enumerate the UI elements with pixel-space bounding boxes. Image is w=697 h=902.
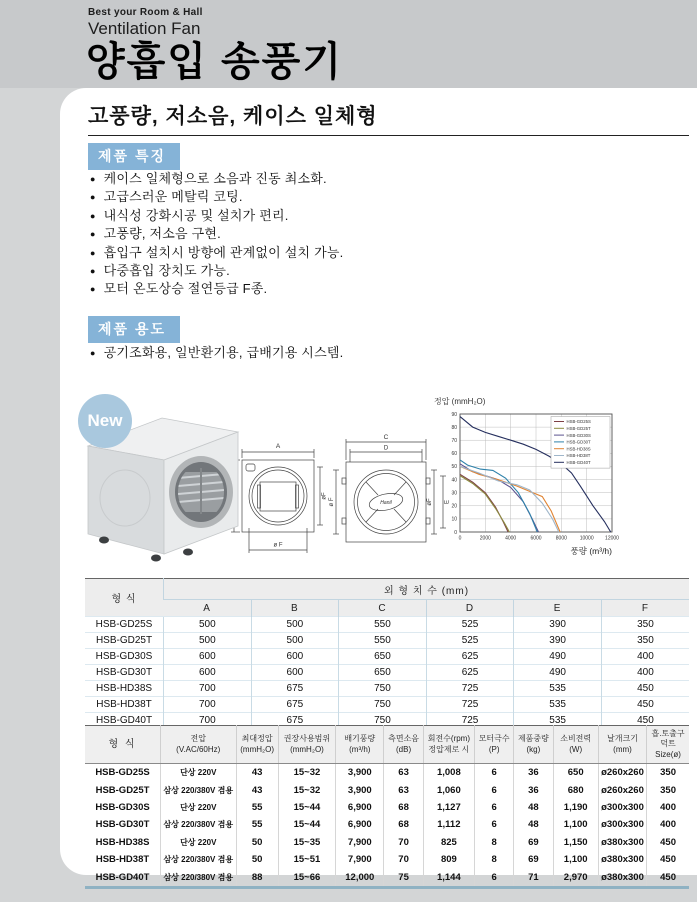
dim-label-of-right: øF xyxy=(321,492,328,500)
spec-value-cell: 63 xyxy=(384,782,423,799)
dim-label-of-bottom: ø F xyxy=(273,542,283,549)
model-cell: HSB-HD38T xyxy=(85,697,164,713)
spec-value-cell: 350 xyxy=(647,764,689,782)
dim-value-cell: 725 xyxy=(426,681,514,697)
spec-col-header xyxy=(336,726,384,764)
dim-col-a: A xyxy=(164,600,252,617)
impeller xyxy=(178,468,224,514)
dim-value-cell: 490 xyxy=(514,649,602,665)
legend-label: HSB-GD30T xyxy=(566,439,591,445)
bullet-icon: ● xyxy=(90,284,96,295)
legend-label: HSB-HD38S xyxy=(566,446,591,452)
spec-col-header xyxy=(161,726,237,764)
spec-value-cell: 825 xyxy=(423,834,474,851)
dim-col-f: F xyxy=(601,600,689,617)
dim-value-cell: 650 xyxy=(339,665,427,681)
spec-value-cell: ø380x300 xyxy=(598,851,646,868)
dimensions-table xyxy=(85,578,689,731)
bullet-item xyxy=(90,225,343,243)
dim-value-cell: 675 xyxy=(251,713,339,730)
dim-label-of-left: ø F xyxy=(329,497,335,507)
model-cell: HSB-HD38T xyxy=(95,854,150,866)
dim-value-cell: 525 xyxy=(426,633,514,649)
dim-group-header: 외 형 치 수 (mm) xyxy=(164,579,689,600)
spec-value-cell: 6 xyxy=(475,816,514,833)
x-tick-label: 6000 xyxy=(530,535,542,542)
spec-value-cell: 15~32 xyxy=(278,764,335,782)
brand-tagline: Best your Room & Hall xyxy=(88,7,203,18)
dim-value-cell: 400 xyxy=(601,665,689,681)
spec-value-cell: 6 xyxy=(475,782,514,799)
spec-value-cell: 350 xyxy=(647,782,689,799)
x-tick-label: 0 xyxy=(458,535,462,542)
spec-value-cell: 15~32 xyxy=(278,782,335,799)
spec-header-line2: (mm) xyxy=(613,744,632,754)
spec-value-cell: 400 xyxy=(647,816,689,833)
model-cell: HSB-GD30S xyxy=(85,649,164,665)
spec-value-cell: 75 xyxy=(384,868,423,887)
bullet-icon: ● xyxy=(90,266,96,277)
dim-value-cell: 525 xyxy=(426,617,514,633)
bullet-item xyxy=(90,244,343,262)
dim-value-cell: 600 xyxy=(251,649,339,665)
spec-value-cell: 650 xyxy=(553,764,598,782)
spec-value-cell: 8 xyxy=(475,834,514,851)
model-cell: HSB-GD25S xyxy=(85,617,164,633)
spec-value-cell: 6 xyxy=(475,799,514,816)
features-list xyxy=(90,170,343,299)
bullet-text: 모터 온도상승 절연등급 F종. xyxy=(103,281,268,297)
x-tick-label: 8000 xyxy=(555,535,567,542)
dim-value-cell: 600 xyxy=(164,665,252,681)
spec-col-header xyxy=(384,726,423,764)
y-tick-label: 10 xyxy=(451,516,457,523)
model-cell: HSB-GD25T xyxy=(95,784,150,796)
spec-col-header xyxy=(423,726,474,764)
spec-col-header xyxy=(278,726,335,764)
dim-value-cell: 700 xyxy=(164,681,252,697)
spec-col-header xyxy=(85,726,161,764)
table-row xyxy=(85,649,689,665)
spec-value-cell: 단상 220V xyxy=(161,799,237,816)
spec-value-cell: ø300x300 xyxy=(598,816,646,833)
usage-list xyxy=(90,344,343,362)
spec-value-cell: 69 xyxy=(514,851,553,868)
series-HSB-GD25S xyxy=(460,474,508,532)
spec-table-wrap xyxy=(85,725,689,889)
fan-logo: Hanil xyxy=(380,500,392,506)
spec-header-line1: 형 식 xyxy=(108,739,137,751)
spec-value-cell: 1,100 xyxy=(553,816,598,833)
spec-value-cell: 680 xyxy=(553,782,598,799)
spec-header-line1: 배기풍량 xyxy=(344,734,376,744)
spec-value-cell: 36 xyxy=(514,782,553,799)
y-tick-label: 90 xyxy=(451,411,457,418)
spec-value-cell: 1,190 xyxy=(553,799,598,816)
spec-header-line1: 권장사용범위 xyxy=(283,734,331,744)
features-heading: 제품 특징 xyxy=(88,143,180,170)
bullet-text: 공기조화용, 일반환기용, 급배기용 시스템. xyxy=(103,345,344,360)
spec-header-line1: 모터극수 xyxy=(478,734,510,744)
legend-label: HSB-GD40T xyxy=(566,460,591,465)
content-panel xyxy=(60,88,697,883)
spec-header-line2: (V.AC/60Hz) xyxy=(176,744,221,754)
dim-value-cell: 535 xyxy=(514,681,602,697)
bullet-icon: ● xyxy=(90,192,96,203)
table-row xyxy=(85,816,689,833)
dim-col-e: E xyxy=(514,600,602,617)
spec-value-cell: ø300x300 xyxy=(598,799,646,816)
dim-value-cell: 500 xyxy=(164,617,252,633)
spec-header-line2: (dB) xyxy=(396,744,412,754)
model-cell: HSB-HD38S xyxy=(95,836,150,848)
spec-value-cell: 15~35 xyxy=(278,834,335,851)
brand-category: Ventilation Fan xyxy=(88,19,201,38)
spec-col-header xyxy=(236,726,278,764)
table-row xyxy=(85,681,689,697)
bullet-item xyxy=(90,344,343,362)
legend-label: HSB-GD25S xyxy=(566,419,591,425)
y-tick-label: 80 xyxy=(451,424,457,431)
spec-value-cell: 48 xyxy=(514,799,553,816)
model-cell: HSB-GD25T xyxy=(85,633,164,649)
x-tick-label: 12000 xyxy=(605,535,619,542)
spec-header-line1: 흡.토출구 xyxy=(651,729,685,738)
dim-value-cell: 700 xyxy=(164,713,252,730)
table-row xyxy=(85,868,689,887)
dim-value-cell: 350 xyxy=(601,633,689,649)
spec-value-cell: 70 xyxy=(384,851,423,868)
spec-value-cell: 8 xyxy=(475,851,514,868)
spec-header-line1: 제품중량 xyxy=(517,734,549,744)
dim-value-cell: 500 xyxy=(164,633,252,649)
spec-value-cell: 809 xyxy=(423,851,474,868)
spec-value-cell: 단상 220V xyxy=(161,834,237,851)
spec-value-cell: 43 xyxy=(236,764,278,782)
dim-value-cell: 750 xyxy=(339,681,427,697)
spec-value-cell: 68 xyxy=(384,816,423,833)
spec-value-cell: 6,900 xyxy=(336,799,384,816)
table-row xyxy=(85,697,689,713)
spec-value-cell: ø260x260 xyxy=(598,782,646,799)
dim-label-a: A xyxy=(275,443,281,450)
spec-value-cell: 88 xyxy=(236,868,278,887)
spec-value-cell: 1,008 xyxy=(423,764,474,782)
bullet-item xyxy=(90,207,343,225)
dim-label-of-right2: øF xyxy=(427,498,433,506)
bullet-text: 다중흡입 장치도 가능. xyxy=(103,263,230,279)
dim-value-cell: 400 xyxy=(601,649,689,665)
spec-header-line2: (mmH₂O) xyxy=(290,744,324,754)
spec-value-cell: 1,144 xyxy=(423,868,474,887)
dim-value-cell: 750 xyxy=(339,713,427,730)
spec-value-cell: 1,150 xyxy=(553,834,598,851)
model-cell: HSB-GD30T xyxy=(85,665,164,681)
spec-value-cell: 450 xyxy=(647,868,689,887)
bullet-icon: ● xyxy=(90,174,96,184)
divider-rule xyxy=(88,135,689,136)
spec-value-cell: 36 xyxy=(514,764,553,782)
spec-header-line2: 덕트 Size(ø) xyxy=(655,739,681,759)
spec-value-cell: 55 xyxy=(236,816,278,833)
y-tick-label: 50 xyxy=(451,464,457,471)
y-tick-label: 20 xyxy=(451,503,457,510)
dim-value-cell: 725 xyxy=(426,697,514,713)
spec-value-cell: 1,100 xyxy=(553,851,598,868)
spec-header-line1: 소비전력 xyxy=(560,734,592,744)
table-row xyxy=(85,617,689,633)
table-row xyxy=(85,665,689,681)
y-tick-label: 0 xyxy=(454,529,457,536)
model-cell: HSB-GD30S xyxy=(95,802,150,814)
dim-value-cell: 600 xyxy=(164,649,252,665)
bullet-text: 고풍량, 저소음 구현. xyxy=(103,226,221,242)
model-cell: HSB-HD38S xyxy=(85,681,164,697)
dim-value-cell: 450 xyxy=(601,713,689,730)
y-tick-label: 30 xyxy=(451,490,457,497)
spec-value-cell: 2,970 xyxy=(553,868,598,887)
spec-header-line2: (kg) xyxy=(526,744,541,754)
x-tick-label: 2000 xyxy=(479,535,491,542)
spec-value-cell: 50 xyxy=(236,851,278,868)
page-title: 양흡입 송풍기 xyxy=(86,40,343,84)
dim-value-cell: 550 xyxy=(339,633,427,649)
dim-col-b: B xyxy=(251,600,339,617)
spec-header-line1: 전압 xyxy=(190,734,206,744)
bullet-icon: ● xyxy=(90,348,96,358)
dim-value-cell: 600 xyxy=(251,665,339,681)
model-cell: HSB-GD30T xyxy=(95,819,150,831)
chart-xlabel: 풍량 (m³/h) xyxy=(570,546,612,556)
dim-value-cell: 390 xyxy=(514,617,602,633)
spec-value-cell: 1,112 xyxy=(423,816,474,833)
dim-value-cell: 535 xyxy=(514,713,602,730)
spec-value-cell: 6 xyxy=(475,764,514,782)
spec-value-cell: 1,060 xyxy=(423,782,474,799)
dim-value-cell: 675 xyxy=(251,697,339,713)
spec-value-cell: 7,900 xyxy=(336,834,384,851)
spec-value-cell: 삼상 220/380V 겸용 xyxy=(161,782,237,799)
new-badge: New xyxy=(78,394,132,448)
dim-col-c: C xyxy=(339,600,427,617)
spec-value-cell: 삼상 220/380V 겸용 xyxy=(161,851,237,868)
spec-value-cell: 3,900 xyxy=(336,782,384,799)
spec-value-cell: 48 xyxy=(514,816,553,833)
dim-value-cell: 350 xyxy=(601,617,689,633)
series-HSB-HD38S xyxy=(460,466,560,532)
dim-value-cell: 650 xyxy=(339,649,427,665)
spec-value-cell: 3,900 xyxy=(336,764,384,782)
series-HSB-GD25T xyxy=(460,476,509,532)
spec-value-cell: 400 xyxy=(647,799,689,816)
bullet-icon: ● xyxy=(90,229,96,240)
spec-col-header xyxy=(475,726,514,764)
spec-col-header xyxy=(514,726,553,764)
model-cell: HSB-GD40T xyxy=(85,713,164,730)
dim-value-cell: 625 xyxy=(426,649,514,665)
x-tick-label: 10000 xyxy=(579,535,594,542)
spec-value-cell: 71 xyxy=(514,868,553,887)
spec-header-line1: 측면소음 xyxy=(388,734,420,744)
dim-value-cell: 500 xyxy=(251,617,339,633)
model-cell: HSB-GD40T xyxy=(95,871,150,883)
bullet-icon: ● xyxy=(90,247,96,258)
spec-value-cell: 70 xyxy=(384,834,423,851)
bullet-text: 케이스 일체형으로 소음과 진동 최소화. xyxy=(103,171,327,186)
x-tick-label: 4000 xyxy=(505,535,517,542)
spec-table xyxy=(85,725,689,889)
chart-ylabel: 정압 (mmH₂O) xyxy=(434,397,486,406)
product-subtitle: 고풍량, 저소음, 케이스 일체형 xyxy=(88,105,378,128)
dim-value-cell: 500 xyxy=(251,633,339,649)
bullet-text: 흡입구 설치시 방향에 관계없이 설치 가능. xyxy=(103,244,344,260)
dim-value-cell: 450 xyxy=(601,697,689,713)
spec-value-cell: 50 xyxy=(236,834,278,851)
y-tick-label: 40 xyxy=(451,477,457,484)
spec-value-cell: ø380x300 xyxy=(598,868,646,887)
bullet-item xyxy=(90,262,343,280)
spec-value-cell: ø380x300 xyxy=(598,834,646,851)
bullet-text: 내식성 강화시공 및 설치가 편리. xyxy=(103,207,289,223)
table-row xyxy=(85,799,689,816)
spec-value-cell: 43 xyxy=(236,782,278,799)
table-row xyxy=(85,764,689,782)
bullet-icon: ● xyxy=(90,210,96,221)
spec-header-line2: 정압제로 시 xyxy=(428,744,470,754)
header-band xyxy=(0,0,697,88)
dim-col-d: D xyxy=(426,600,514,617)
dim-value-cell: 490 xyxy=(514,665,602,681)
model-cell: HSB-GD25S xyxy=(95,767,150,779)
dim-value-cell: 750 xyxy=(339,697,427,713)
dim-value-cell: 700 xyxy=(164,697,252,713)
dim-value-cell: 550 xyxy=(339,617,427,633)
bullet-text: 고급스러운 메탈릭 코팅. xyxy=(103,189,243,205)
dim-model-header: 형 식 xyxy=(85,579,164,617)
spec-header-line1: 회전수(rpm) xyxy=(427,734,471,744)
spec-value-cell: 15~66 xyxy=(278,868,335,887)
spec-col-header xyxy=(553,726,598,764)
dim-value-cell: 725 xyxy=(426,713,514,730)
spec-value-cell: 55 xyxy=(236,799,278,816)
spec-value-cell: 69 xyxy=(514,834,553,851)
spec-value-cell: 6 xyxy=(475,868,514,887)
bullet-item xyxy=(90,170,343,188)
dim-value-cell: 390 xyxy=(514,633,602,649)
usage-heading: 제품 용도 xyxy=(88,316,180,343)
table-row xyxy=(85,851,689,868)
table-row xyxy=(85,834,689,851)
spec-header-line2: (mmH₂O) xyxy=(240,744,275,754)
bullet-item xyxy=(90,280,343,298)
dim-value-cell: 535 xyxy=(514,697,602,713)
spec-col-header xyxy=(598,726,646,764)
spec-value-cell: 15~44 xyxy=(278,799,335,816)
performance-chart xyxy=(432,392,672,562)
table-row xyxy=(85,782,689,799)
spec-value-cell: 15~44 xyxy=(278,816,335,833)
spec-value-cell: 68 xyxy=(384,799,423,816)
spec-header-line2: (m³/h) xyxy=(349,744,371,754)
spec-header-line1: 날개크기 xyxy=(607,734,638,744)
spec-value-cell: 단상 220V xyxy=(161,764,237,782)
spec-header-line2: (P) xyxy=(488,744,500,754)
legend-label: HSB-GD25T xyxy=(566,426,591,431)
spec-value-cell: 12,000 xyxy=(336,868,384,887)
spec-value-cell: ø260x260 xyxy=(598,764,646,782)
spec-value-cell: 63 xyxy=(384,764,423,782)
spec-col-header xyxy=(647,726,689,764)
dimensions-table-wrap xyxy=(85,578,689,731)
spec-header-line1: 최대정압 xyxy=(241,734,273,744)
legend-label: HSB-HD38T xyxy=(566,453,591,459)
spec-value-cell: 6,900 xyxy=(336,816,384,833)
spec-value-cell: 15~51 xyxy=(278,851,335,868)
dim-label-d: D xyxy=(383,445,389,452)
legend-label: HSB-GD30S xyxy=(566,432,591,438)
dim-label-c: C xyxy=(383,434,389,441)
dim-label-e: E xyxy=(444,499,450,505)
spec-value-cell: 450 xyxy=(647,834,689,851)
y-tick-label: 70 xyxy=(451,438,457,445)
dim-value-cell: 625 xyxy=(426,665,514,681)
y-tick-label: 60 xyxy=(451,451,457,458)
table-row xyxy=(85,633,689,649)
spec-value-cell: 450 xyxy=(647,851,689,868)
spec-value-cell: 삼상 220/380V 겸용 xyxy=(161,816,237,833)
spec-value-cell: 1,127 xyxy=(423,799,474,816)
dim-value-cell: 675 xyxy=(251,681,339,697)
spec-header-line2: (W) xyxy=(569,744,583,754)
dim-value-cell: 450 xyxy=(601,681,689,697)
spec-value-cell: 7,900 xyxy=(336,851,384,868)
bullet-item xyxy=(90,188,343,206)
spec-value-cell: 삼상 220/380V 겸용 xyxy=(161,868,237,887)
